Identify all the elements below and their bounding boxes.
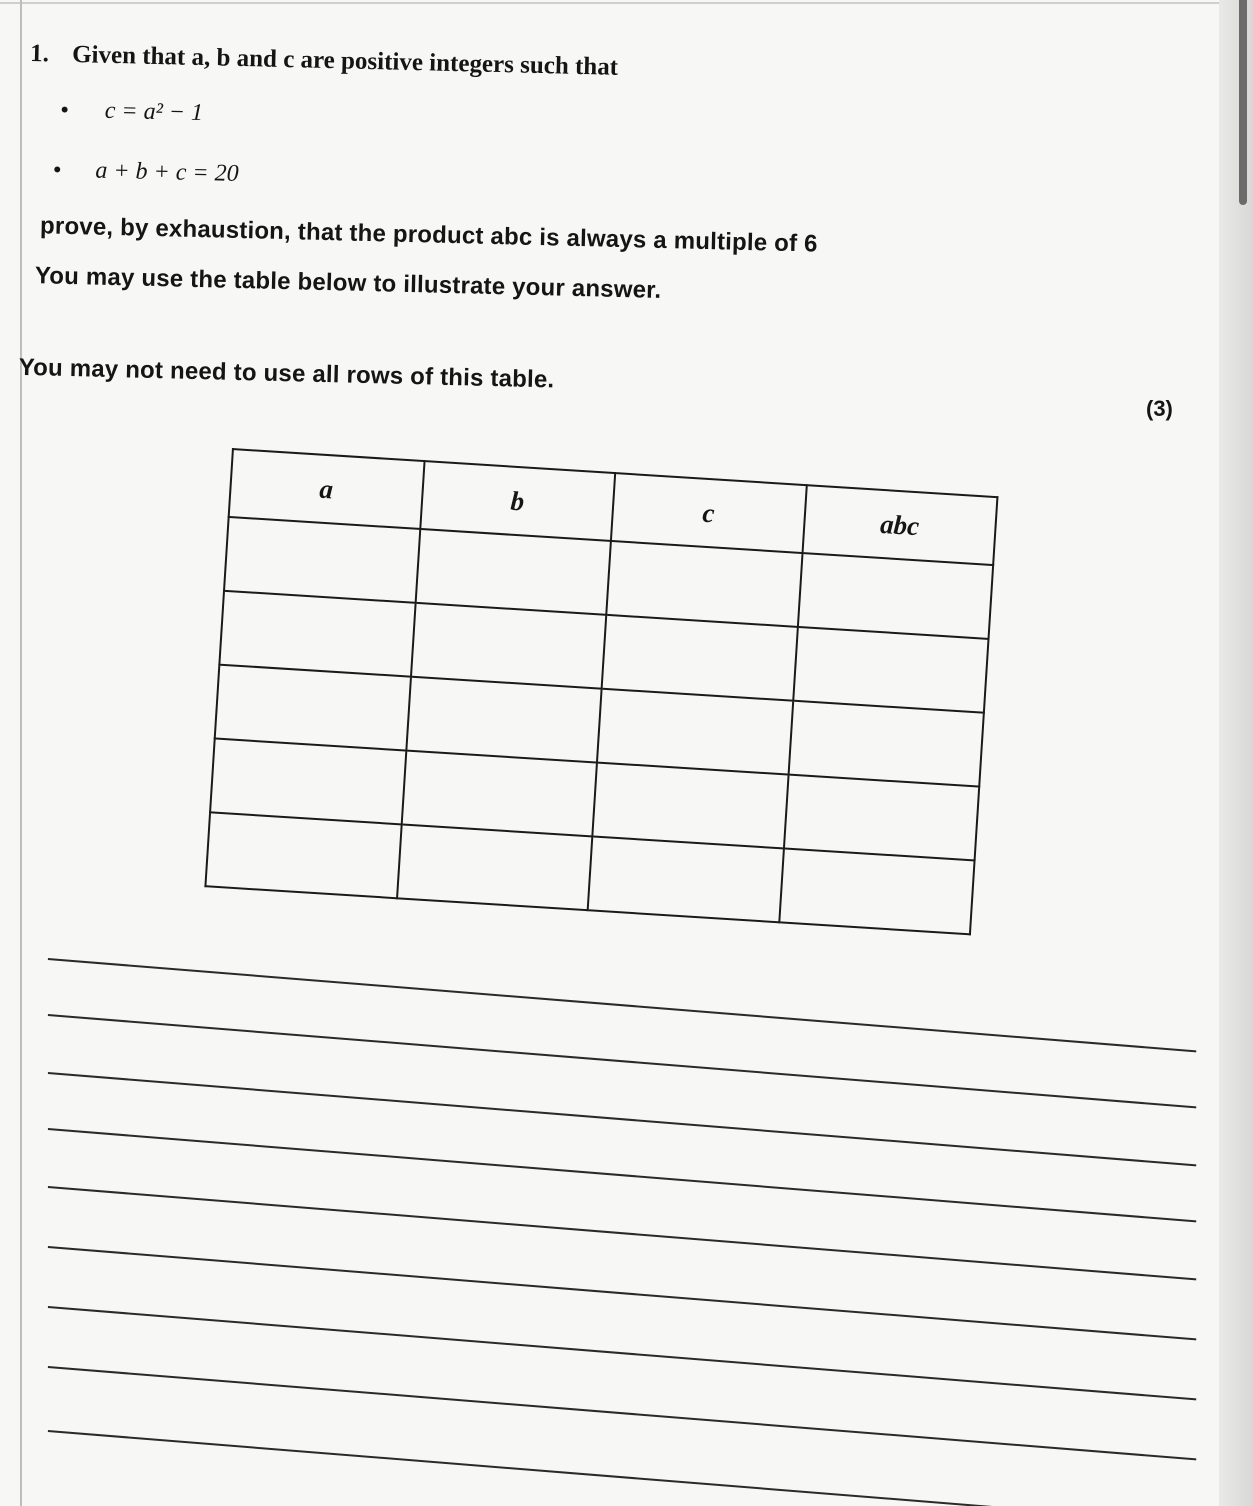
prove-statement: prove, by exhaustion, that the product abc is always a multiple of 6: [39, 212, 818, 258]
marks-label: (3): [1146, 396, 1173, 421]
header-a: a: [229, 449, 424, 529]
answer-line[interactable]: [48, 1014, 1196, 1108]
answer-line[interactable]: [48, 1128, 1196, 1222]
question-number: 1.: [29, 40, 50, 68]
answer-line[interactable]: [48, 958, 1196, 1052]
answer-line[interactable]: [48, 1366, 1196, 1460]
question-intro: Given that a, b and c are positive integers such that: [71, 40, 619, 81]
answer-line[interactable]: [48, 1306, 1196, 1400]
answer-line[interactable]: [48, 1186, 1196, 1280]
header-abc: abc: [802, 485, 997, 565]
condition-1: c = a² − 1: [104, 97, 204, 127]
answer-line[interactable]: [48, 1072, 1196, 1166]
answer-line[interactable]: [48, 1430, 1196, 1506]
rows-hint: You may not need to use all rows of this table.: [18, 353, 555, 394]
bullet-icon: •: [53, 156, 62, 182]
condition-2: a + b + c = 20: [95, 157, 239, 187]
bullet-icon: •: [60, 96, 69, 122]
header-b: b: [420, 461, 615, 541]
answer-line[interactable]: [48, 1246, 1196, 1340]
header-c: c: [611, 473, 806, 553]
table-hint: You may use the table below to illustrate your answer.: [34, 262, 662, 304]
